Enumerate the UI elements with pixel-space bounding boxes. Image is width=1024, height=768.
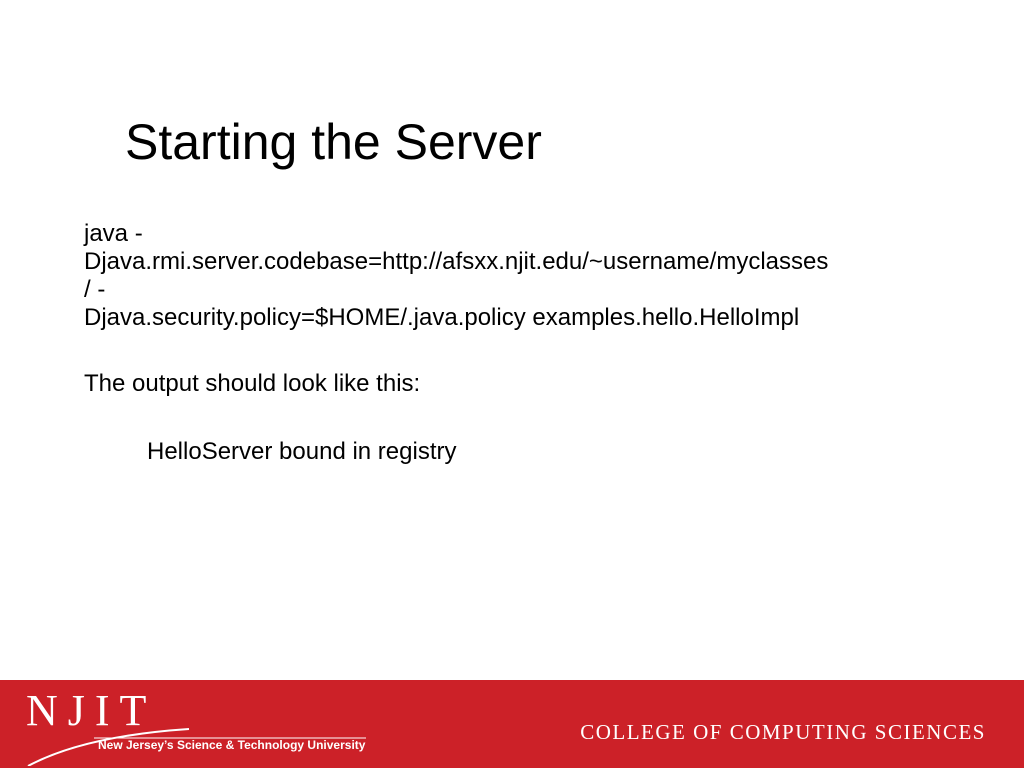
output-example: HelloServer bound in registry (147, 438, 457, 465)
college-name: COLLEGE OF COMPUTING SCIENCES (580, 720, 986, 744)
command-line-2: Djava.rmi.server.codebase=http://afsxx.njit.edu/~username/myclasses (84, 248, 829, 275)
command-line-4: Djava.security.policy=$HOME/.java.policy examples.hello.HelloImpl (84, 304, 800, 331)
logo-swoosh-icon (24, 686, 384, 766)
command-line-1: java - (84, 220, 143, 247)
njit-logo-wordmark: NJIT (26, 686, 157, 735)
njit-logo (24, 686, 384, 766)
footer-banner (0, 680, 1024, 768)
slide-body (84, 220, 984, 466)
output-intro: The output should look like this: (84, 370, 421, 397)
logo-tagline: New Jersey’s Science & Technology University (98, 738, 366, 752)
command-line-3: / - (84, 276, 106, 303)
slide-title: Starting the Server (125, 114, 542, 170)
